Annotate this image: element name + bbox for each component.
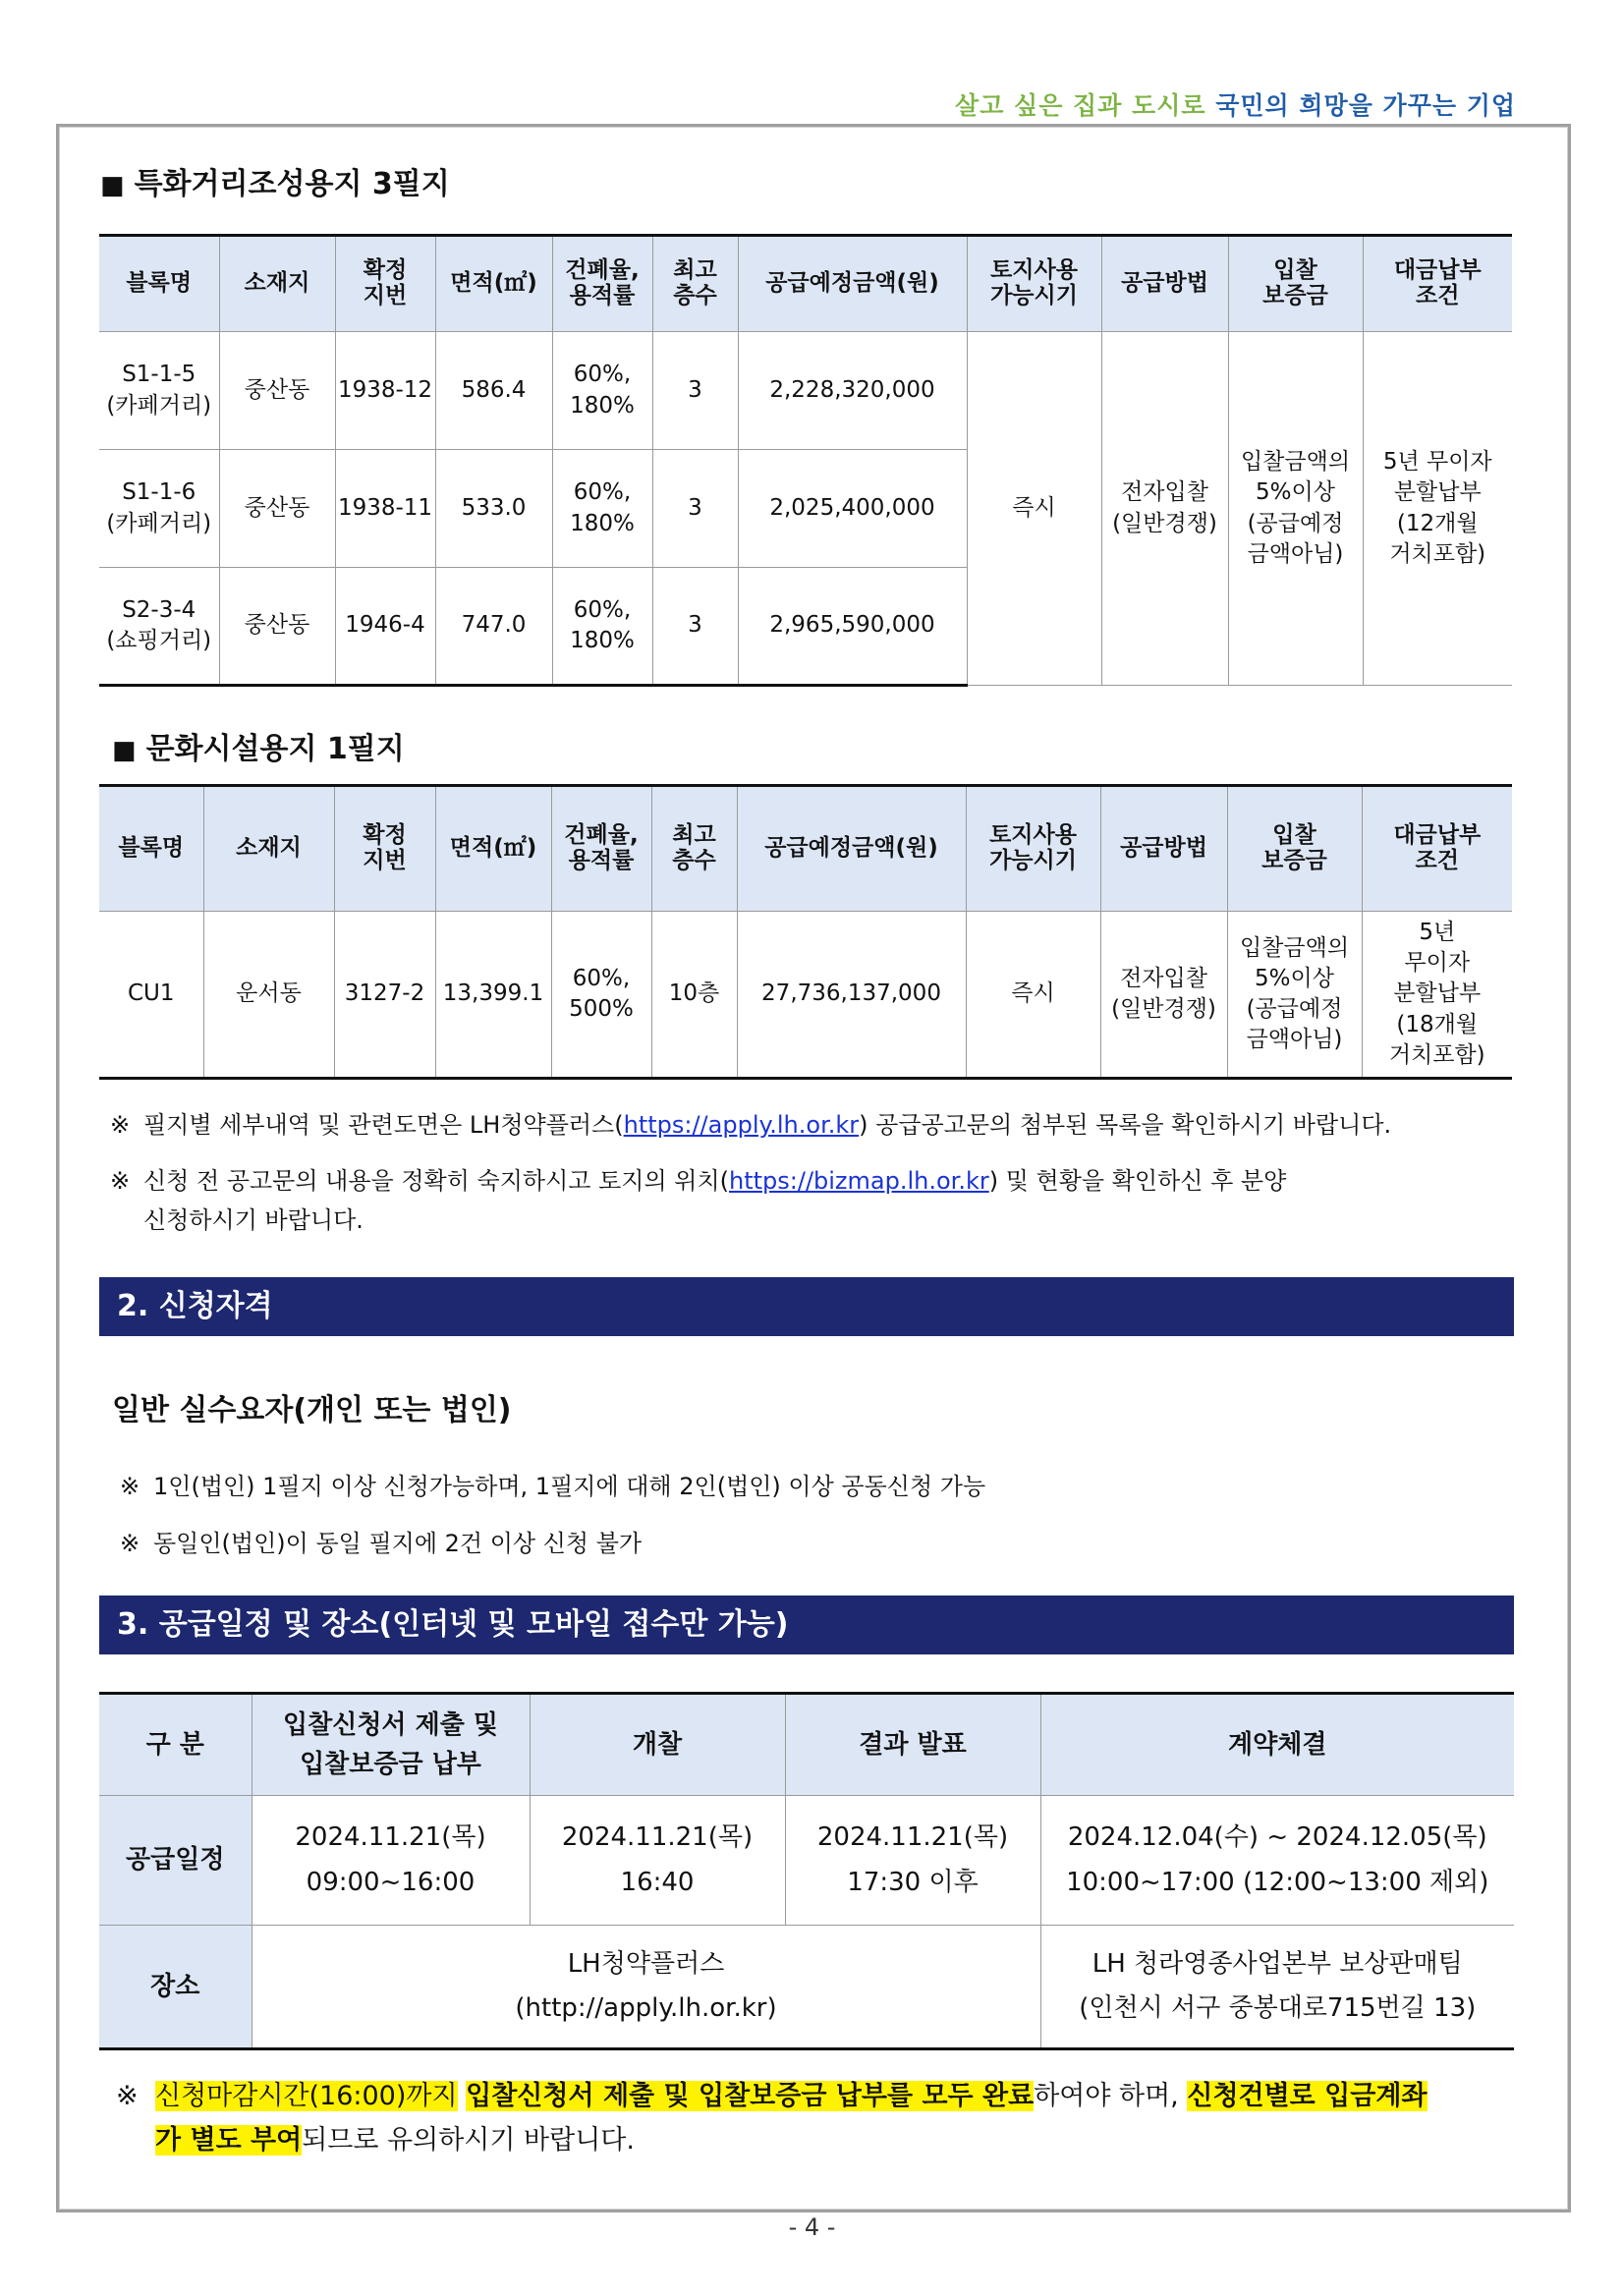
header-cell: 공급예정금액(원) [738,236,967,332]
highlight-separate: 가 별도 부여 [155,2125,303,2156]
qualification-note2 [120,1524,1515,1563]
header-cell: 입찰신청서 제출 및 입찰보증금 납부 [252,1694,530,1796]
note1-pre: 필지별 세부내역 및 관련도면은 LH청약플러스( [143,1111,624,1139]
header-cell: 대금납부 조건 [1363,236,1512,332]
lot-cell: 1938-11 [335,450,435,568]
note-location [110,1161,1525,1240]
block-cell: S1-1-6 (카페거리) [99,450,219,568]
lot-cell: 1938-12 [335,332,435,450]
square-bullet-icon: ■ [100,171,125,200]
block-cell: CU1 [99,912,203,1079]
place-office-cell: LH 청라영종사업본부 보상판매팀 (인천시 서구 중봉대로715번길 13) [1040,1926,1514,2049]
schedule-cell: 2024.11.21(목) 17:30 이후 [785,1796,1040,1926]
header-cell: 대금납부 조건 [1362,786,1512,912]
location-cell: 중산동 [219,332,335,450]
qualification-note1 [120,1467,1515,1506]
note1-post: ) 공급공고문의 첨부된 목록을 확인하시기 바랍니다. [859,1111,1392,1139]
header-cell: 건폐율, 용적률 [552,236,652,332]
header-cell: 토지사용 가능시기 [966,786,1100,912]
footnote-mid: 하여야 하며, [1034,2081,1179,2111]
lot-cell: 3127-2 [334,912,435,1079]
deadline-footnote [116,2074,1531,2162]
section1-title-text: 특화거리조성용지 3필지 [134,167,450,201]
note-mark: ※ [110,1167,131,1195]
table-row [99,332,1512,450]
area-cell: 747.0 [435,568,552,686]
note-mark: ※ [120,1530,140,1557]
note-mark: ※ [116,2081,139,2111]
header-cell: 계약체결 [1040,1694,1514,1796]
qualification-bar: 2. 신청자격 [99,1277,1514,1336]
payment-cell: 5년 무이자 분할납부 (12개월 거치포함) [1363,332,1512,686]
block-cell: S1-1-5 (카페거리) [99,332,219,450]
deposit-cell: 입찰금액의 5%이상 (공급예정 금액아님) [1228,332,1363,686]
schedule-bar: 3. 공급일정 및 장소(인터넷 및 모바일 접수만 가능) [99,1596,1514,1654]
header-cell: 입찰 보증금 [1228,236,1363,332]
schedule-cell: 2024.11.21(목) 09:00~16:00 [252,1796,530,1926]
section1-title [100,159,450,202]
header-cell: 소재지 [219,236,335,332]
table-row [99,912,1512,1079]
header-cell: 구 분 [99,1694,252,1796]
method-cell: 전자입찰 (일반경쟁) [1100,912,1227,1079]
qualification-subhead: 일반 실수요자(개인 또는 법인) [112,1393,512,1428]
header-cell: 최고 층수 [651,786,737,912]
header-cell: 토지사용 가능시기 [967,236,1101,332]
note2-cont: 신청하시기 바랍니다. [143,1206,364,1234]
slogan-blue: 국민의 희망을 가꾸는 기업 [1215,91,1516,120]
ratio-cell: 60%, 180% [552,332,652,450]
header-cell: 최고 층수 [652,236,738,332]
highlight-account: 신청건별로 입금계좌 [1187,2081,1428,2111]
note-mark: ※ [120,1473,140,1500]
header-cell: 공급방법 [1101,236,1228,332]
qualification-note1-text: 1인(법인) 1필지 이상 신청가능하며, 1필지에 대해 2인(법인) 이상 공동신청 가능 [153,1473,986,1500]
header-cell: 확정 지번 [335,236,435,332]
highlight-deadline: 신청마감시간(16:00)까지 [155,2081,458,2111]
note2-post: ) 및 현황을 확인하신 후 분양 [988,1167,1287,1195]
header-cell: 소재지 [203,786,334,912]
square-bullet-icon: ■ [112,736,137,765]
section1-header-row [99,236,1512,332]
apply-link[interactable]: https://apply.lh.or.kr [623,1111,860,1139]
floors-cell: 3 [652,332,738,450]
schedule-header-row [99,1694,1514,1796]
section2-header-row [99,786,1512,912]
area-cell: 586.4 [435,332,552,450]
section2-title-text: 문화시설용지 1필지 [145,732,405,766]
section2-title [112,724,405,767]
place-online-cell: LH청약플러스 (http://apply.lh.or.kr) [252,1926,1040,2049]
header-cell: 공급예정금액(원) [737,786,966,912]
section2-table [99,784,1512,1080]
header-cell: 블록명 [99,236,219,332]
area-cell: 533.0 [435,450,552,568]
floors-cell: 10층 [651,912,737,1079]
header-cell: 결과 발표 [785,1694,1040,1796]
location-cell: 중산동 [219,568,335,686]
note-mark: ※ [110,1111,131,1139]
qualification-note2-text: 동일인(법인)이 동일 필지에 2건 이상 신청 불가 [153,1530,643,1557]
block-cell: S2-3-4 (쇼핑거리) [99,568,219,686]
header-cell: 건폐율, 용적률 [551,786,651,912]
footnote-end: 되므로 유의하시기 바랍니다. [302,2125,635,2156]
floors-cell: 3 [652,450,738,568]
header-cell: 면적(㎡) [435,786,551,912]
lot-cell: 1946-4 [335,568,435,686]
highlight-complete: 입찰신청서 제출 및 입찰보증금 납부를 모두 완료 [466,2081,1035,2111]
payment-cell: 5년 무이자 분할납부 (18개월 거치포함) [1362,912,1512,1079]
bizmap-link[interactable]: https://bizmap.lh.or.kr [729,1167,989,1195]
deposit-cell: 입찰금액의 5%이상 (공급예정 금액아님) [1227,912,1362,1079]
place-row [99,1926,1514,2049]
schedule-row [99,1796,1514,1926]
slogan-green: 살고 싶은 집과 도시로 [955,91,1206,120]
header-cell: 블록명 [99,786,203,912]
schedule-table [99,1692,1514,2050]
use-time-cell: 즉시 [966,912,1100,1079]
header-cell: 개찰 [530,1694,785,1796]
floors-cell: 3 [652,568,738,686]
header-cell: 확정 지번 [334,786,435,912]
ratio-cell: 60%, 180% [552,450,652,568]
section1-table [99,234,1512,687]
note-detail [110,1105,1525,1145]
row-label: 장소 [99,1926,252,2049]
area-cell: 13,399.1 [435,912,551,1079]
header-cell: 면적(㎡) [435,236,552,332]
ratio-cell: 60%, 500% [551,912,651,1079]
price-cell: 2,228,320,000 [738,332,967,450]
location-cell: 중산동 [219,450,335,568]
header-slogan [955,86,1516,122]
page-number: - 4 - [788,2213,836,2241]
header-cell: 공급방법 [1100,786,1227,912]
price-cell: 2,025,400,000 [738,450,967,568]
header-cell: 입찰 보증금 [1227,786,1362,912]
row-label: 공급일정 [99,1796,252,1926]
location-cell: 운서동 [203,912,334,1079]
price-cell: 27,736,137,000 [737,912,966,1079]
note2-pre: 신청 전 공고문의 내용을 정확히 숙지하시고 토지의 위치( [143,1167,729,1195]
price-cell: 2,965,590,000 [738,568,967,686]
schedule-cell: 2024.12.04(수) ~ 2024.12.05(목) 10:00~17:00 (12:00~13:00 제외) [1040,1796,1514,1926]
method-cell: 전자입찰 (일반경쟁) [1101,332,1228,686]
use-time-cell: 즉시 [967,332,1101,686]
ratio-cell: 60%, 180% [552,568,652,686]
schedule-cell: 2024.11.21(목) 16:40 [530,1796,785,1926]
